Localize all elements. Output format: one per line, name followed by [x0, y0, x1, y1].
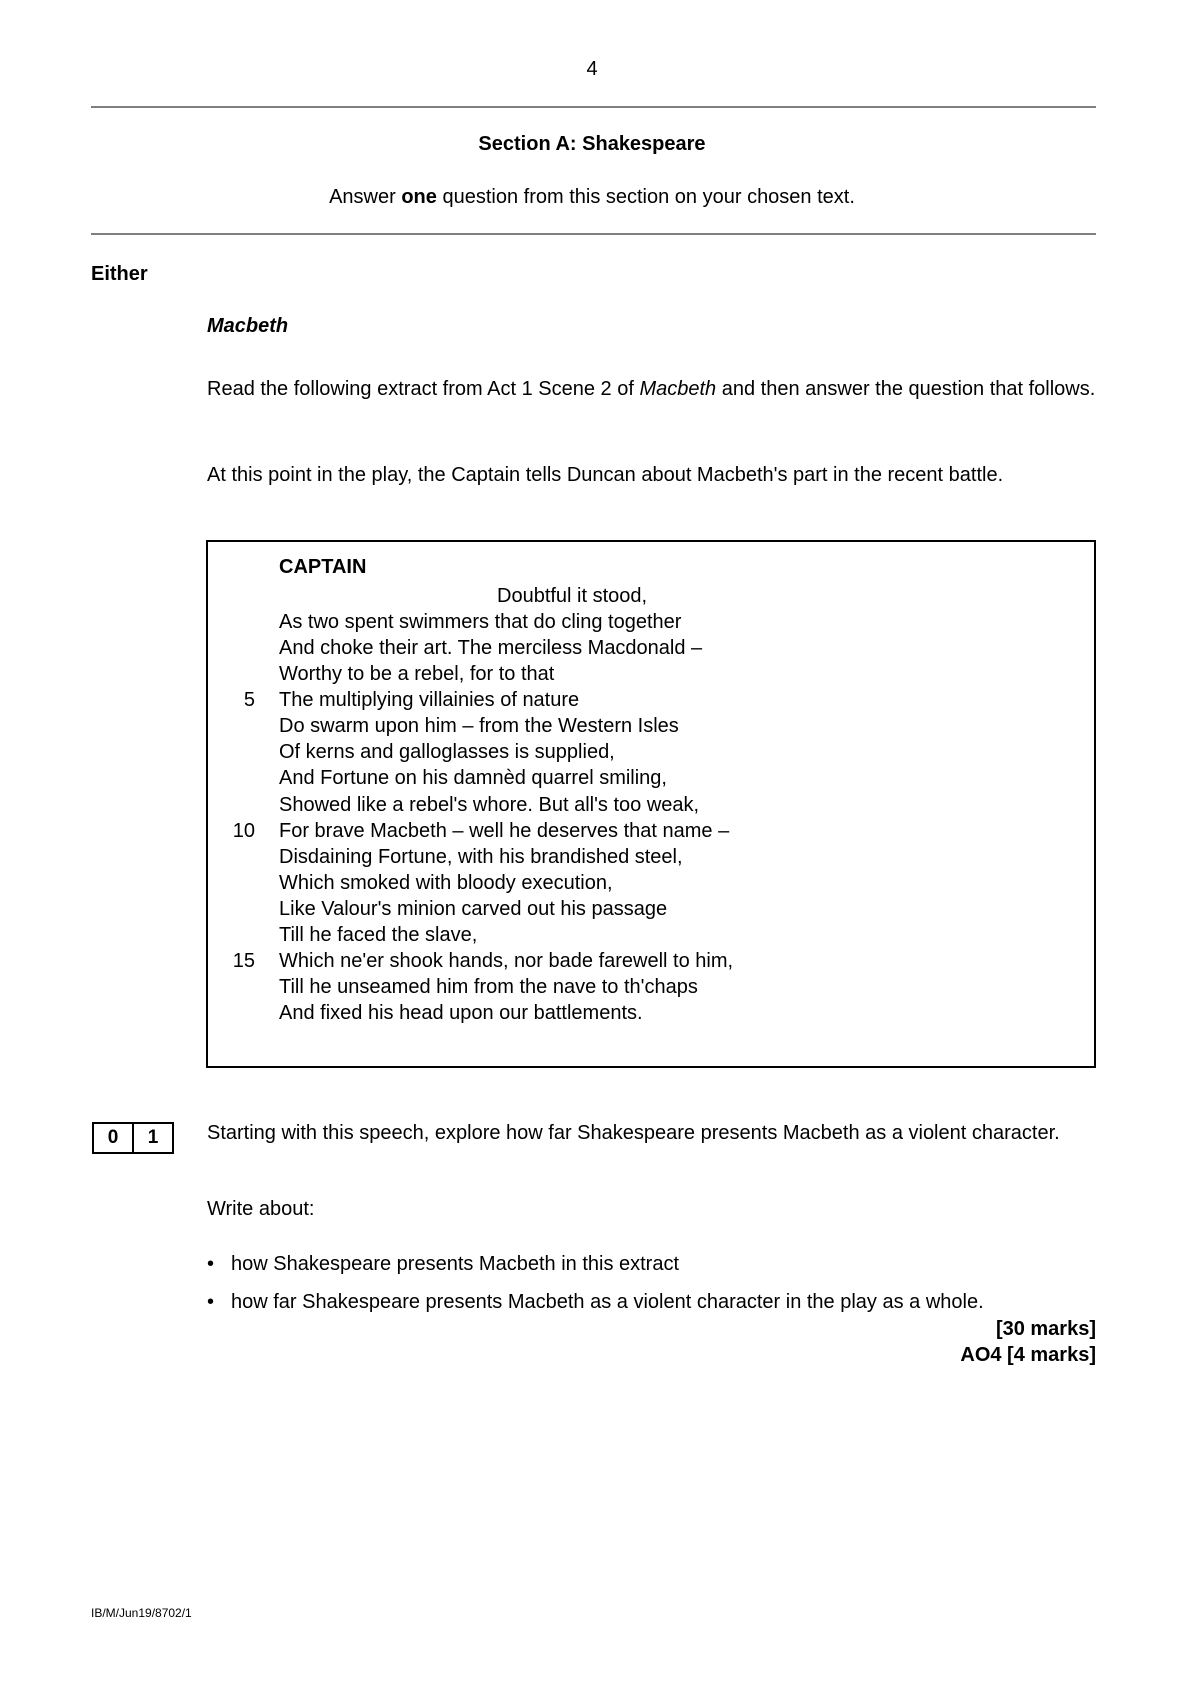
- question-marks: [30 marks]: [995, 1318, 1096, 1340]
- verse-line: For brave Macbeth – well he deserves that name –: [279, 820, 730, 842]
- verse-line: Like Valour's minion carved out his passage: [279, 898, 668, 920]
- verse-line: Of kerns and galloglasses is supplied,: [279, 741, 615, 763]
- bullet-text: how far Shakespeare presents Macbeth as a violent character in the play as a whole.: [231, 1291, 984, 1313]
- question-text: Starting with this speech, explore how far Shakespeare presents Macbeth as a violent character.: [207, 1122, 1060, 1144]
- section-instruction: [0, 186, 1184, 209]
- page-number: 4: [586, 58, 598, 80]
- line-number: 10: [232, 820, 255, 842]
- question-number-box: [92, 1122, 174, 1154]
- bullet-text: how Shakespeare presents Macbeth in this extract: [231, 1253, 680, 1275]
- intro-paragraph-2: At this point in the play, the Captain tells Duncan about Macbeth's part in the recent battle.: [207, 464, 1004, 486]
- verse-line: Worthy to be a rebel, for to that: [279, 663, 555, 685]
- verse-line: Do swarm upon him – from the Western Isles: [279, 715, 679, 737]
- ao4-marks: AO4 [4 marks]: [960, 1344, 1096, 1366]
- instruction-text-bold: one: [401, 186, 437, 208]
- bullet-item: [207, 1291, 984, 1314]
- section-title: Section A: Shakespeare: [478, 133, 706, 155]
- footer-code: IB/M/Jun19/8702/1: [91, 1606, 192, 1620]
- bottom-divider: [91, 233, 1096, 235]
- verse-line: Which ne'er shook hands, nor bade farewell to him,: [279, 950, 734, 972]
- bullet-dot-icon: •: [207, 1253, 215, 1275]
- intro-p1-end: and then answer the question that follows.: [716, 378, 1096, 400]
- extract-speaker: CAPTAIN: [279, 556, 367, 578]
- question-number-digit: 0: [107, 1127, 119, 1148]
- verse-line: Which smoked with bloody execution,: [279, 872, 613, 894]
- either-label: Either: [91, 263, 148, 285]
- verse-line: Disdaining Fortune, with his brandished steel,: [279, 846, 683, 868]
- intro-paragraph-1: [207, 376, 1097, 402]
- line-number: 15: [232, 950, 255, 972]
- verse-line: As two spent swimmers that do cling together: [279, 611, 682, 633]
- verse-line: Till he unseamed him from the nave to th'chaps: [279, 976, 698, 998]
- verse-line: And choke their art. The merciless Macdonald –: [279, 637, 703, 659]
- verse-line: And fixed his head upon our battlements.: [279, 1002, 643, 1024]
- verse-line: And Fortune on his damnèd quarrel smiling,: [279, 767, 667, 789]
- verse-line: Showed like a rebel's whore. But all's too weak,: [279, 794, 700, 816]
- top-divider: [91, 106, 1096, 108]
- instruction-text-end: question from this section on your chosen text.: [436, 186, 855, 208]
- text-title: Macbeth: [207, 315, 289, 337]
- verse-line: Till he faced the slave,: [279, 924, 478, 946]
- bullet-item: [207, 1253, 679, 1276]
- bullet-dot-icon: •: [207, 1291, 215, 1313]
- line-number: 5: [243, 689, 255, 711]
- intro-p1-start: Read the following extract from Act 1 Scene 2 of: [207, 378, 640, 400]
- verse-line: The multiplying villainies of nature: [279, 689, 580, 711]
- write-about-label: Write about:: [207, 1198, 315, 1220]
- question-number-digit: 1: [132, 1124, 172, 1152]
- verse-line: Doubtful it stood,: [497, 585, 648, 607]
- intro-p1-italic-title: Macbeth: [639, 378, 717, 400]
- instruction-text-start: Answer: [329, 186, 402, 208]
